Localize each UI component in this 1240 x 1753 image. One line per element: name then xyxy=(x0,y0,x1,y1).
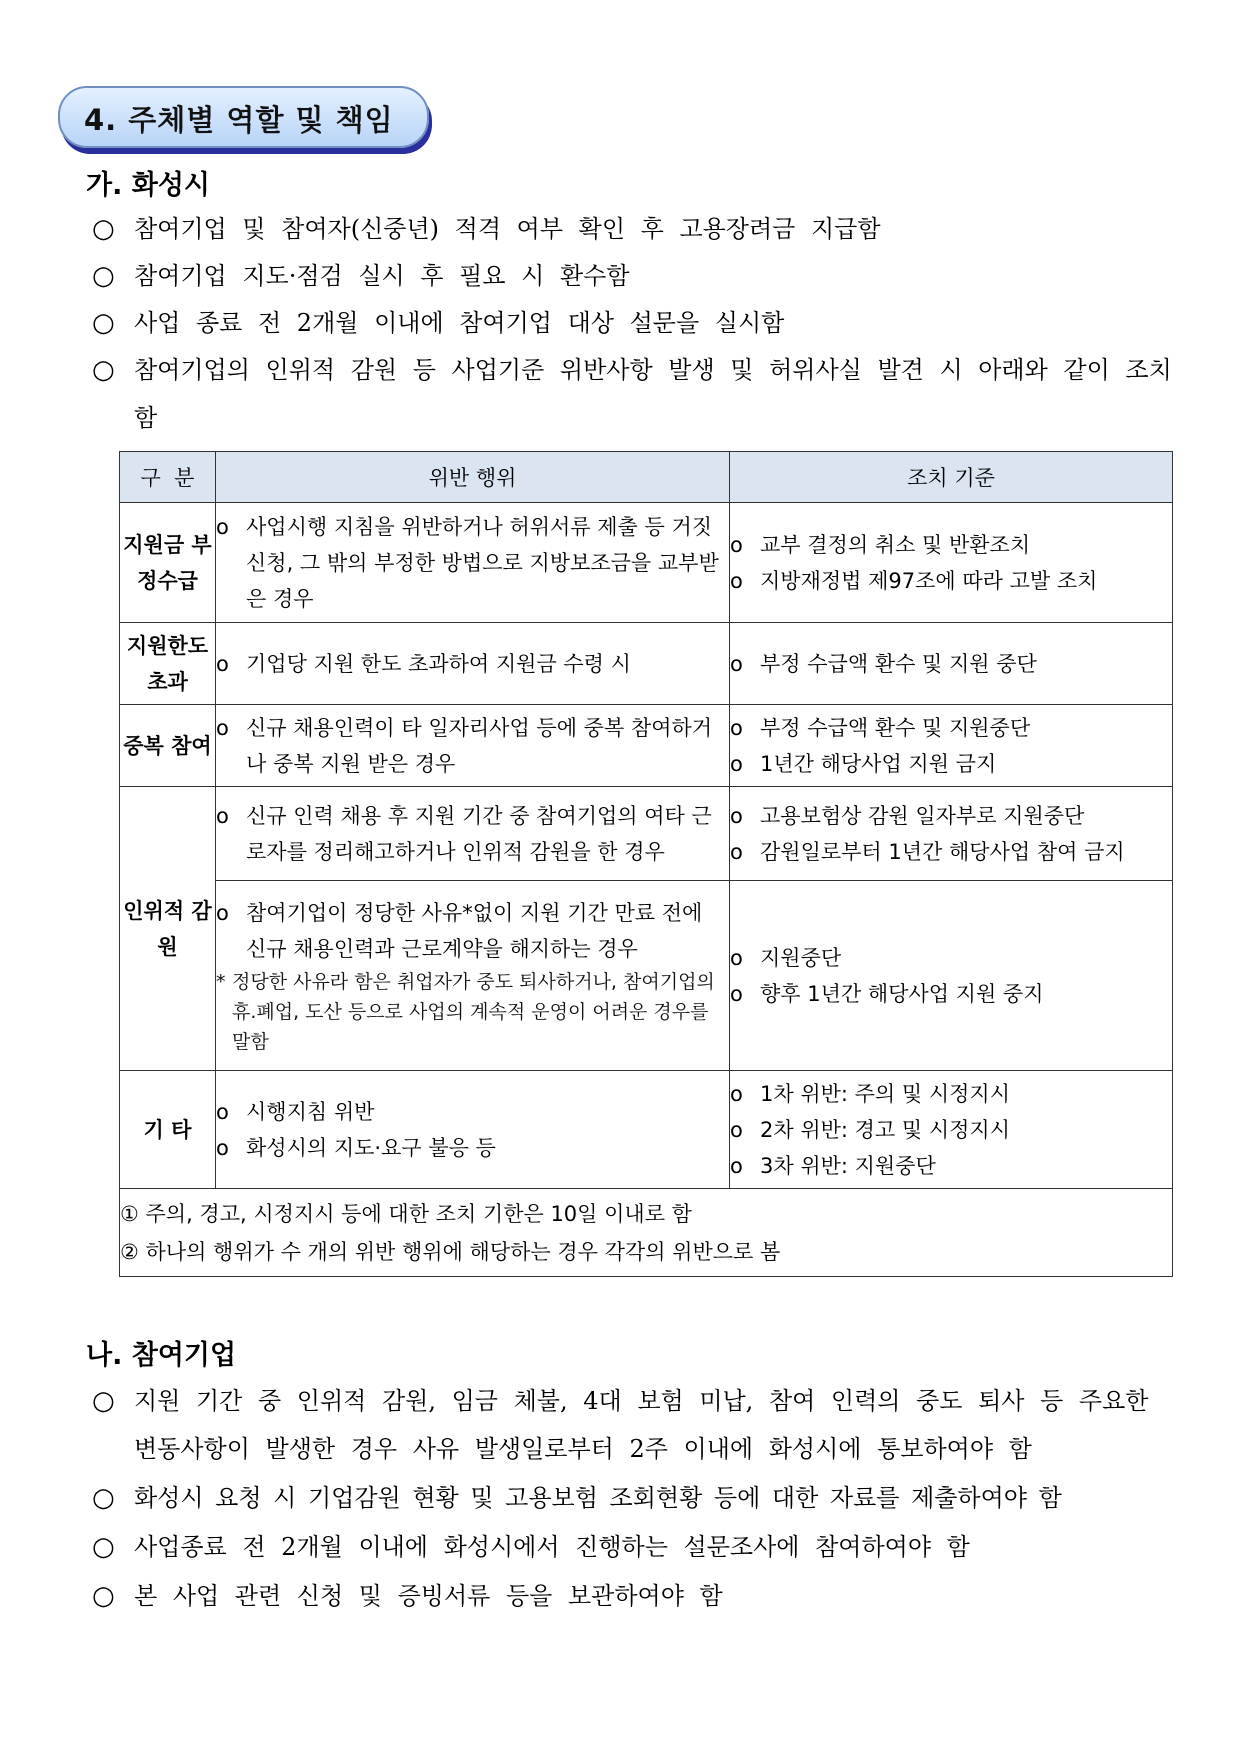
violation-cell xyxy=(216,787,730,881)
bullet-icon: o xyxy=(216,1135,229,1160)
list-item xyxy=(92,205,1182,253)
list-item-text: 화성시 요청 시 기업감원 현황 및 고용보험 조회현황 등에 대한 자료를 제출하여야 함 xyxy=(134,1484,1062,1512)
violation-text: 참여기업이 정당한 사유*없이 지원 기간 만료 전에 신규 채용인력과 근로계약을 해지하는 경우 xyxy=(246,900,703,961)
table-row xyxy=(120,503,1173,623)
list-item xyxy=(92,1572,1182,1620)
violation-text: 신규 인력 채용 후 지원 기간 중 참여기업의 여타 근로자를 정리해고하거나 인위적 감원을 한 경우 xyxy=(246,803,712,864)
action-text: 3차 위반: 지원중단 xyxy=(760,1153,936,1178)
header-category: 구 분 xyxy=(120,452,216,503)
bullet-icon: o xyxy=(730,751,743,776)
action-cell xyxy=(730,705,1173,787)
violation-cell xyxy=(216,623,730,705)
violation-cell xyxy=(216,503,730,623)
list-item-text: 참여기업 지도·점검 실시 후 필요 시 환수함 xyxy=(134,262,630,290)
list-item-text: 지원 기간 중 인위적 감원, 임금 체불, 4대 보험 미납, 참여 인력의 중도 퇴사 등 주요한 변동사항이 발생한 경우 사유 발생일로부터 2주 이내에 화성시에 통보하여야 함 xyxy=(134,1387,1149,1463)
circle-bullet-icon: ○ xyxy=(92,1386,115,1416)
list-item-text: 참여기업의 인위적 감원 등 사업기준 위반사항 발생 및 허위사실 발견 시 아래와 같이 조치함 xyxy=(134,356,1172,432)
list-item-text: 사업 종료 전 2개월 이내에 참여기업 대상 설문을 실시함 xyxy=(134,309,785,337)
header-violation: 위반 행위 xyxy=(216,452,730,503)
list-item-text: 본 사업 관련 신청 및 증빙서류 등을 보관하여야 함 xyxy=(134,1582,723,1610)
violation-text: 시행지침 위반 xyxy=(246,1099,375,1124)
table-row xyxy=(120,1071,1173,1189)
action-text: 고용보험상 감원 일자부로 지원중단 xyxy=(760,803,1085,828)
bullet-icon: o xyxy=(730,839,743,864)
footnote-2: ② 하나의 행위가 수 개의 위반 행위에 해당하는 경우 각각의 위반으로 봄 xyxy=(120,1239,781,1264)
list-item xyxy=(92,1474,1182,1522)
action-text: 부정 수급액 환수 및 지원 중단 xyxy=(760,651,1037,676)
violation-cell xyxy=(216,705,730,787)
action-text: 2차 위반: 경고 및 시정지시 xyxy=(760,1117,1010,1142)
circle-bullet-icon: ○ xyxy=(92,355,115,385)
bullet-icon: o xyxy=(216,715,229,740)
list-item-text: 참여기업 및 참여자(신중년) 적격 여부 확인 후 고용장려금 지급함 xyxy=(134,215,881,243)
action-text: 1차 위반: 주의 및 시정지시 xyxy=(760,1081,1010,1106)
bullet-icon: o xyxy=(730,715,743,740)
table-row xyxy=(120,623,1173,705)
list-item xyxy=(92,299,1182,347)
action-cell xyxy=(730,787,1173,881)
action-text: 부정 수급액 환수 및 지원중단 xyxy=(760,715,1031,740)
circle-bullet-icon: ○ xyxy=(92,1483,115,1513)
bullet-icon: o xyxy=(730,568,743,593)
circle-bullet-icon: ○ xyxy=(92,308,115,338)
circle-bullet-icon: ○ xyxy=(92,261,115,291)
list-item-text: 사업종료 전 2개월 이내에 화성시에서 진행하는 설문조사에 참여하여야 함 xyxy=(134,1533,970,1561)
violation-cell xyxy=(216,1071,730,1189)
bullet-icon: o xyxy=(216,651,229,676)
action-cell xyxy=(730,881,1173,1071)
violation-text: 기업당 지원 한도 초과하여 지원금 수령 시 xyxy=(246,651,631,676)
subsection-title-company: 나. 참여기업 xyxy=(86,1340,237,1371)
bullet-icon: o xyxy=(730,1081,743,1106)
action-text: 교부 결정의 취소 및 반환조치 xyxy=(760,532,1031,557)
table-row xyxy=(120,705,1173,787)
table-row xyxy=(120,787,1173,881)
bullet-icon: o xyxy=(730,1117,743,1142)
bullet-icon: o xyxy=(216,900,229,925)
table-footer-row xyxy=(120,1189,1173,1277)
bullet-icon: o xyxy=(216,1099,229,1124)
row-category: 중복 참여 xyxy=(120,705,216,787)
list-item xyxy=(92,1523,1182,1571)
row-category: 지원금 부정수급 xyxy=(120,503,216,623)
bullet-icon: o xyxy=(216,514,229,539)
list-item xyxy=(92,346,1182,442)
violation-text: 사업시행 지침을 위반하거나 허위서류 제출 등 거짓 신청, 그 밖의 부정한 방법으로 지방보조금을 교부받은 경우 xyxy=(246,514,719,611)
footnote-1: ① 주의, 경고, 시정지시 등에 대한 조치 기한은 10일 이내로 함 xyxy=(120,1201,692,1226)
circle-bullet-icon: ○ xyxy=(92,1532,115,1562)
row-category: 기 타 xyxy=(120,1071,216,1189)
action-text: 감원일로부터 1년간 해당사업 참여 금지 xyxy=(760,839,1125,864)
action-text: 지방재정법 제97조에 따라 고발 조치 xyxy=(760,568,1098,593)
bullet-icon: o xyxy=(730,1153,743,1178)
violation-text: 화성시의 지도·요구 불응 등 xyxy=(246,1135,496,1160)
subsection-title-city: 가. 화성시 xyxy=(86,170,210,201)
section-title-badge xyxy=(58,86,429,148)
section-title: 4. 주체별 역할 및 책임 xyxy=(84,103,394,137)
table-header-row xyxy=(120,452,1173,503)
action-text: 지원중단 xyxy=(760,945,842,970)
circle-bullet-icon: ○ xyxy=(92,214,115,244)
bullet-icon: o xyxy=(730,803,743,828)
list-item xyxy=(92,1377,1182,1473)
action-cell xyxy=(730,1071,1173,1189)
row-category: 인위적 감원 xyxy=(120,787,216,1071)
violation-text: 신규 채용인력이 타 일자리사업 등에 중복 참여하거나 중복 지원 받은 경우 xyxy=(246,715,713,776)
bullet-icon: o xyxy=(730,945,743,970)
asterisk-icon: * xyxy=(216,970,226,993)
note-text: 정당한 사유라 함은 취업자가 중도 퇴사하거나, 참여기업의 휴.폐업, 도산 등으로 사업의 계속적 운영이 어려운 경우를 말함 xyxy=(232,970,715,1053)
bullet-icon: o xyxy=(730,532,743,557)
bullet-icon: o xyxy=(730,981,743,1006)
row-category: 지원한도 초과 xyxy=(120,623,216,705)
circle-bullet-icon: ○ xyxy=(92,1581,115,1611)
bullet-icon: o xyxy=(216,803,229,828)
list-item xyxy=(92,252,1182,300)
bullet-icon: o xyxy=(730,651,743,676)
footnotes-cell xyxy=(120,1189,1173,1277)
table-row xyxy=(120,881,1173,1071)
header-action: 조치 기준 xyxy=(730,452,1173,503)
action-cell xyxy=(730,623,1173,705)
action-cell xyxy=(730,503,1173,623)
violation-measures-table xyxy=(119,451,1173,1277)
footnote-note xyxy=(216,967,729,1057)
violation-cell xyxy=(216,881,730,1071)
action-text: 1년간 해당사업 지원 금지 xyxy=(760,751,997,776)
action-text: 향후 1년간 해당사업 지원 중지 xyxy=(760,981,1044,1006)
